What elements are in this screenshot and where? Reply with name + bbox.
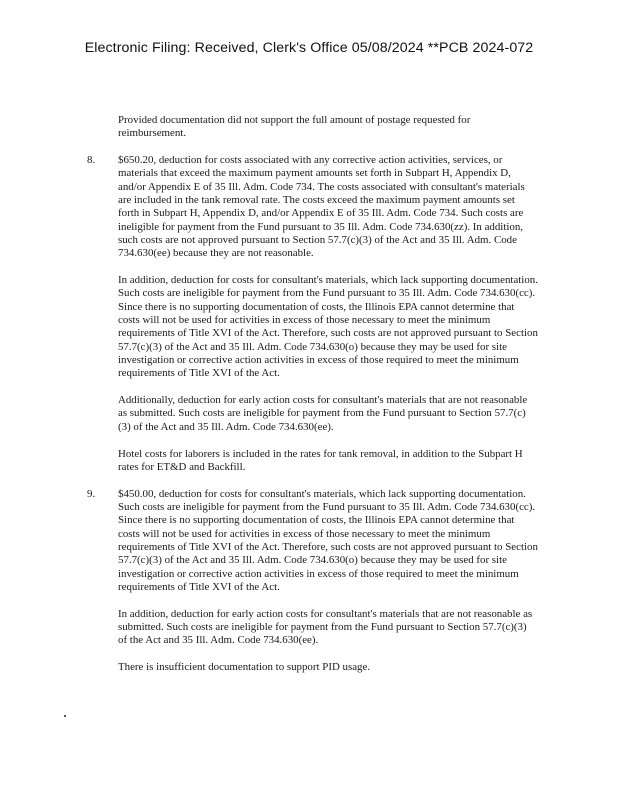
item-paragraph: In addition, deduction for costs for consultant's materials, which lack supporting documentation. Such costs are ineligible for payment from the Fund pursuant to 35 Ill. Adm. Code 734.630(cc). Since there is no supporting documentation of costs, the Illinois EPA cannot determine that costs will not be used for activities in excess of those necessary to meet the minimum requirements of Title XVI of the Act. Therefore, such costs are not approved pursuant to Section 57.7(c)(3) of the Act and 35 Ill. Adm. Code 734.630(o) because they may be used for site investigation or corrective action activities in excess of those required to meet the minimum requirements of Title XVI of the Act. xyxy=(118,274,538,380)
filing-header: Electronic Filing: Received, Clerk's Office 05/08/2024 **PCB 2024-072 xyxy=(84,40,534,56)
document-body xyxy=(0,114,618,688)
item-paragraph: $450.00, deduction for costs for consultant's materials, which lack supporting documentation. Such costs are ineligible for payment from the Fund pursuant to 35 Ill. Adm. Code 734.630(cc). Since there is no supporting documentation of costs, the Illinois EPA cannot determine that costs will not be used for activities in excess of those necessary to meet the minimum requirements of Title XVI of the Act. Therefore, such costs are not approved pursuant to Section 57.7(c)(3) of the Act and 35 Ill. Adm. Code 734.630(o) because they may be used for site investigation or corrective action activities in excess of those required to meet the minimum requirements of Title XVI of the Act. xyxy=(118,487,538,593)
item-paragraph: There is insufficient documentation to support PID usage. xyxy=(118,661,371,674)
item-number: 9. xyxy=(87,487,96,500)
scan-speck xyxy=(64,715,66,717)
item-paragraph: Additionally, deduction for early action costs for consultant's materials that are not reasonable as submitted. Such costs are ineligible for payment from the Fund pursuant to Section 57.7(c)(3) of the Act and 35 Ill. Adm. Code 734.630(ee). xyxy=(118,394,528,433)
list-item-8 xyxy=(0,154,618,474)
intro-paragraph: Provided documentation did not support the full amount of postage requested for reimbursement. xyxy=(118,114,471,140)
item-paragraph: $650.20, deduction for costs associated with any corrective action activities, services, or materials that exceed the maximum payment amounts set forth in Subpart H, Appendix D, and/or Appendix E of 35 Ill. Adm. Code 734. The costs associated with consultant's materials are included in the tank removal rate. The costs exceed the maximum payment amounts set forth in Subpart H, Appendix D, and/or Appendix E of 35 Ill. Adm. Code 734. Such costs are ineligible for payment from the Fund pursuant to 35 Ill. Adm. Code 734.630(zz). In addition, such costs are not approved pursuant to Section 57.7(c)(3) of the Act and 35 Ill. Adm. Code 734.630(ee) because they are not reasonable. xyxy=(118,154,525,260)
item-number: 8. xyxy=(87,154,96,167)
item-paragraph: In addition, deduction for early action costs for consultant's materials that are not reasonable as submitted. Such costs are ineligible for payment from the Fund pursuant to Section 57.7(c)(3) of the Act and 35 Ill. Adm. Code 734.630(ee). xyxy=(118,607,533,647)
list-item-9 xyxy=(0,488,618,675)
item-paragraph: Hotel costs for laborers is included in the rates for tank removal, in addition to the Subpart H rates for ET&D and Backfill. xyxy=(118,447,523,473)
